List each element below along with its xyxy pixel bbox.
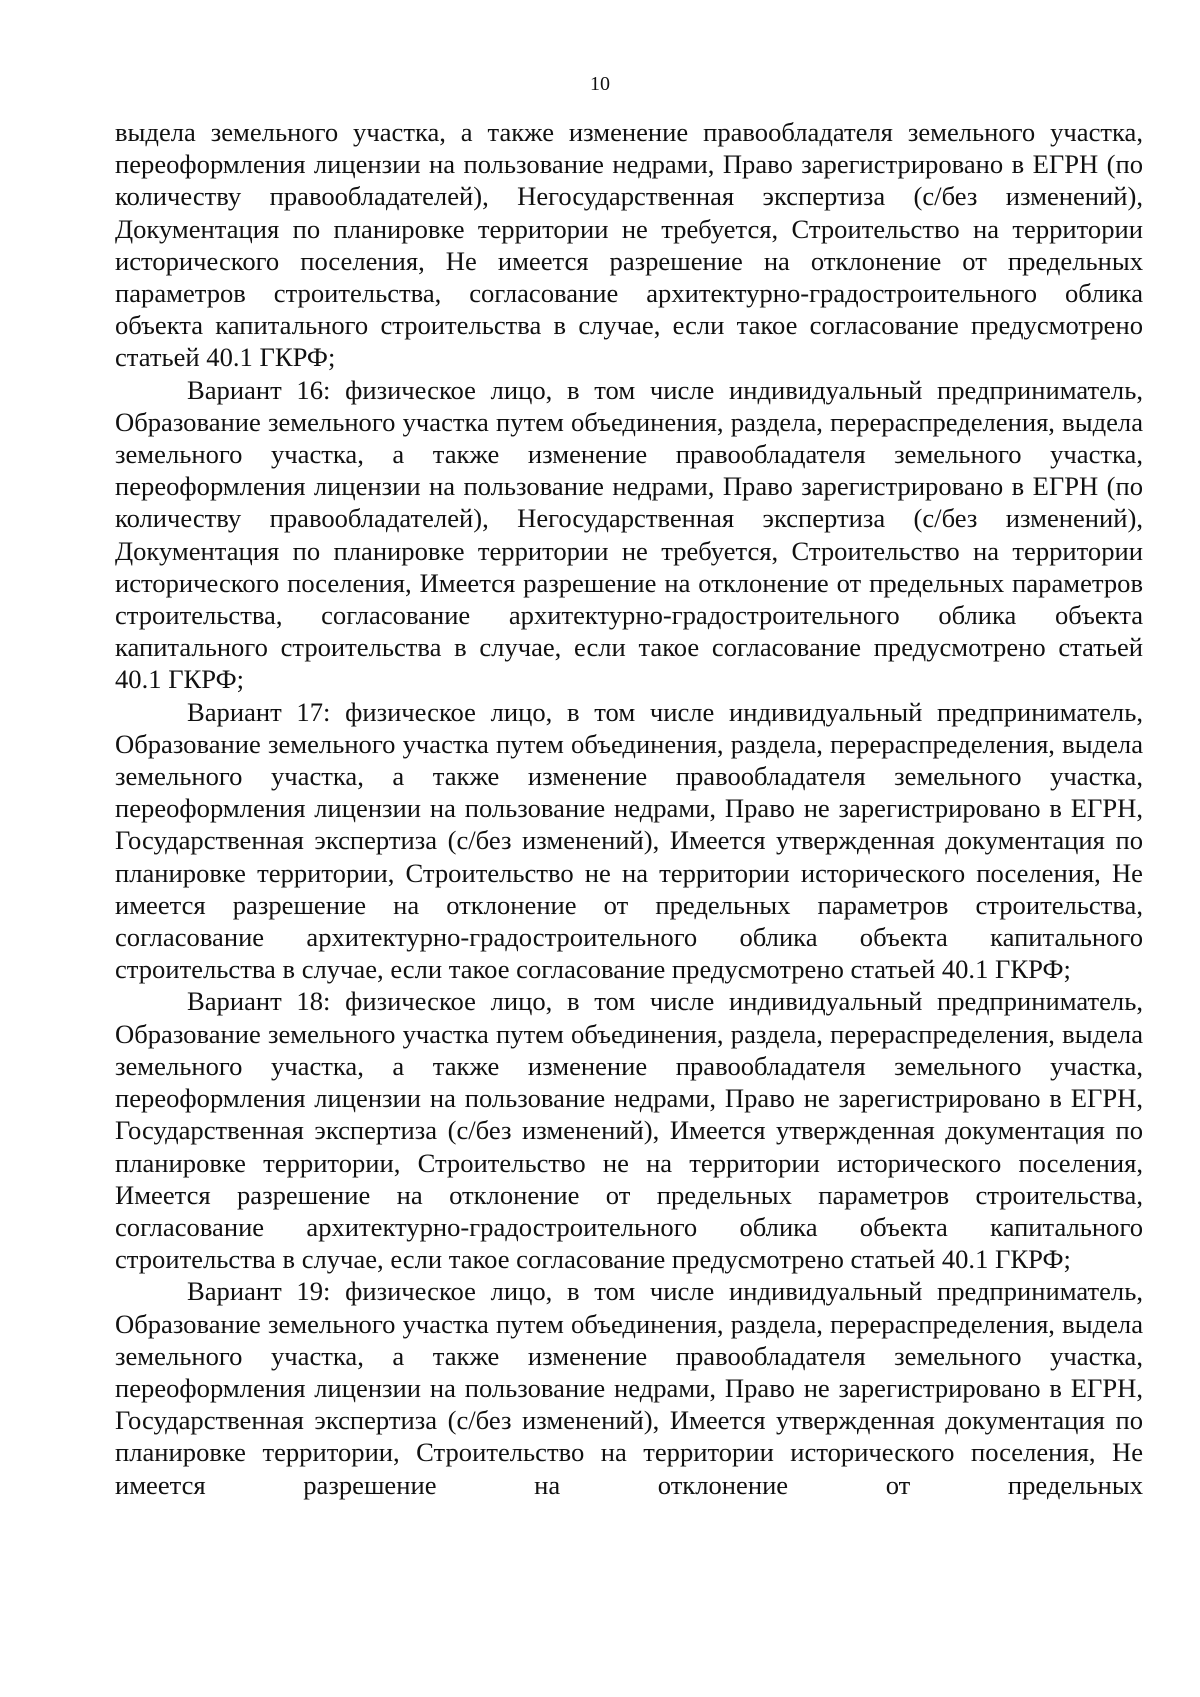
page-number: 10 (590, 73, 610, 95)
paragraph-continuation: выдела земельного участка, а также изменение правообладателя земельного участка, переоформления лицензии на пользование недрами, Право зарегистрировано в ЕГРН (по количеству правообладателей), Негосударственная экспертиза (с/без изменений), Документация по планировке территории не требуется, Строительство на территории исторического поселения, Не имеется разрешение на отклонение от предельных параметров строительства, согласование архитектурно-градостроительного облика объекта капитального строительства в случае, если такое согласование предусмотрено статьей 40.1 ГКРФ; (115, 117, 1143, 373)
paragraph-variant-17: Вариант 17: физическое лицо, в том числе индивидуальный предприниматель, Образование земельного участка путем объединения, раздела, перераспределения, выдела земельного участка, а также изменение правообладателя земельного участка, переоформления лицензии на пользование недрами, Право не зарегистрировано в ЕГРН, Государственная экспертиза (с/без изменений), Имеется утвержденная документация по планировке территории, Строительство не на территории исторического поселения, Не имеется разрешение на отклонение от предельных параметров строительства, согласование архитектурно-градостроительного облика объекта капитального строительства в случае, если такое согласование предусмотрено статьей 40.1 ГКРФ; (115, 696, 1143, 985)
paragraph-variant-19: Вариант 19: физическое лицо, в том числе индивидуальный предприниматель, Образование земельного участка путем объединения, раздела, перераспределения, выдела земельного участка, а также изменение правообладателя земельного участка, переоформления лицензии на пользование недрами, Право не зарегистрировано в ЕГРН, Государственная экспертиза (с/без изменений), Имеется утвержденная документация по планировке территории, Строительство на территории исторического поселения, Не имеется разрешение на отклонение от предельных (115, 1276, 1143, 1500)
paragraph-variant-16: Вариант 16: физическое лицо, в том числе индивидуальный предприниматель, Образование земельного участка путем объединения, раздела, перераспределения, выдела земельного участка, а также изменение правообладателя земельного участка, переоформления лицензии на пользование недрами, Право зарегистрировано в ЕГРН (по количеству правообладателей), Негосударственная экспертиза (с/без изменений), Документация по планировке территории не требуется, Строительство на территории исторического поселения, Имеется разрешение на отклонение от предельных параметров строительства, согласование архитектурно-градостроительного облика объекта капитального строительства в случае, если такое согласование предусмотрено статьей 40.1 ГКРФ; (115, 374, 1143, 695)
paragraph-variant-18: Вариант 18: физическое лицо, в том числе индивидуальный предприниматель, Образование земельного участка путем объединения, раздела, перераспределения, выдела земельного участка, а также изменение правообладателя земельного участка, переоформления лицензии на пользование недрами, Право не зарегистрировано в ЕГРН, Государственная экспертиза (с/без изменений), Имеется утвержденная документация по планировке территории, Строительство не на территории исторического поселения, Имеется разрешение на отклонение от предельных параметров строительства, согласование архитектурно-градостроительного облика объекта капитального строительства в случае, если такое согласование предусмотрено статьей 40.1 ГКРФ; (115, 986, 1143, 1275)
document-body (115, 116, 1143, 1501)
